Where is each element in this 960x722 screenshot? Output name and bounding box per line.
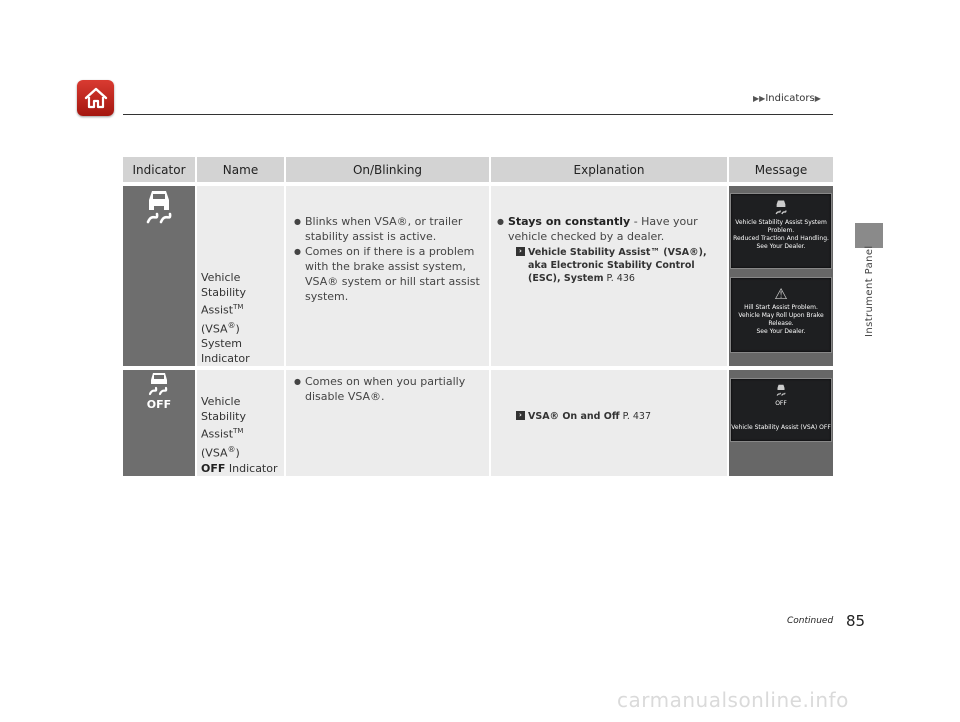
name-line: Vehicle Stability (201, 271, 247, 299)
header-divider (123, 114, 833, 115)
name-cell (196, 186, 285, 366)
trademark: TM (233, 303, 244, 311)
name-line (201, 461, 284, 476)
reference-arrow-icon: › (516, 247, 525, 256)
message-line: Problem. (767, 227, 795, 234)
message-line: Reduced Traction And Handling. (733, 235, 829, 242)
column-header: Message (728, 157, 833, 182)
on-blinking-cell (285, 370, 490, 475)
message-line: See Your Dealer. (756, 328, 806, 335)
name-assist: Assist (201, 427, 234, 441)
message-line: Vehicle Stability Assist (VSA) OFF (731, 424, 831, 432)
reference-title: Vehicle Stability Assist™ (VSA®), aka Electronic Stability Control (ESC), System (528, 247, 707, 284)
cross-reference-link[interactable] (495, 246, 721, 285)
home-button[interactable] (77, 80, 114, 116)
breadcrumb-arrow-icon: ▶▶ (753, 94, 766, 103)
name-line (201, 300, 284, 336)
vsa-off-indicator-icon (142, 370, 176, 410)
home-icon (83, 86, 109, 110)
message-line: Vehicle May Roll Upon Brake (738, 312, 824, 319)
watermark: carmanualsonline.info (617, 688, 849, 712)
name-assist: Assist (201, 303, 234, 317)
message-display (730, 277, 832, 353)
vsa-indicator-icon (143, 186, 175, 226)
column-header: Name (196, 157, 285, 182)
message-display (730, 193, 832, 269)
column-header: Explanation (490, 157, 728, 182)
name-line: Indicator (201, 352, 250, 366)
indicator-cell (123, 186, 196, 366)
name-vsa: (VSA (201, 446, 228, 460)
table-header-row (123, 157, 833, 182)
name-line: Vehicle Stability (201, 395, 247, 424)
cross-reference-link[interactable] (495, 410, 721, 423)
explanation-cell (490, 370, 728, 475)
hill-start-warning-icon: ⚠ (774, 285, 788, 303)
reference-page: P. 437 (619, 411, 652, 423)
name-indicator: Indicator (225, 461, 278, 475)
message-line: Vehicle Stability Assist System (735, 219, 827, 226)
registered-mark: ® (227, 444, 236, 454)
name-off: OFF (201, 461, 226, 475)
trademark: TM (233, 427, 244, 436)
message-line: Release. (768, 320, 794, 327)
bullet-item: ● Blinks when VSA®, or trailer stability assist is active. (292, 214, 485, 244)
vsa-off-indicator-icon (775, 383, 787, 397)
reference-page: P. 436 (603, 273, 635, 284)
registered-mark: ® (227, 320, 236, 330)
explanation-text (495, 214, 721, 244)
message-off-label: OFF (775, 400, 787, 408)
column-header: On/Blinking (285, 157, 490, 182)
explanation-rest: - Have your vehicle checked by a dealer. (508, 215, 698, 243)
reference-title: VSA® On and Off (528, 411, 620, 423)
page-number: 85 (846, 612, 866, 630)
reference-arrow-icon: › (516, 411, 525, 420)
breadcrumb-label: Indicators (765, 93, 815, 104)
icon-off-text: OFF (146, 398, 172, 411)
indicator-table (123, 157, 833, 476)
name-close: ) (235, 446, 240, 460)
message-cell (728, 370, 833, 475)
message-line: Hill Start Assist Problem. (744, 304, 818, 311)
breadcrumb[interactable] (753, 93, 821, 104)
indicator-cell (123, 370, 196, 475)
name-close: ) (235, 322, 240, 336)
column-header: Indicator (123, 157, 196, 182)
table-row (123, 186, 833, 366)
section-tab (855, 223, 883, 248)
vsa-indicator-icon (774, 198, 788, 216)
explanation-cell (490, 186, 728, 366)
on-blinking-cell (285, 186, 490, 366)
section-label: Instrument Panel (864, 245, 875, 337)
name-line: System (201, 337, 243, 351)
explanation-bold: Stays on constantly (508, 215, 631, 228)
bullet-item: ● Comes on if there is a problem with the brake assist system, VSA® system or hill start assist system. (292, 244, 485, 304)
message-cell (728, 186, 833, 366)
table-row (123, 370, 833, 475)
name-vsa: (VSA (201, 322, 228, 336)
continued-label: Continued (787, 616, 834, 626)
bullet-item: ● Comes on when you partially disable VSA®. (292, 374, 485, 404)
breadcrumb-arrow-icon: ▶ (814, 94, 821, 103)
name-line (201, 424, 284, 460)
name-cell (196, 370, 285, 475)
message-line: See Your Dealer. (756, 243, 806, 250)
message-display (730, 378, 832, 442)
